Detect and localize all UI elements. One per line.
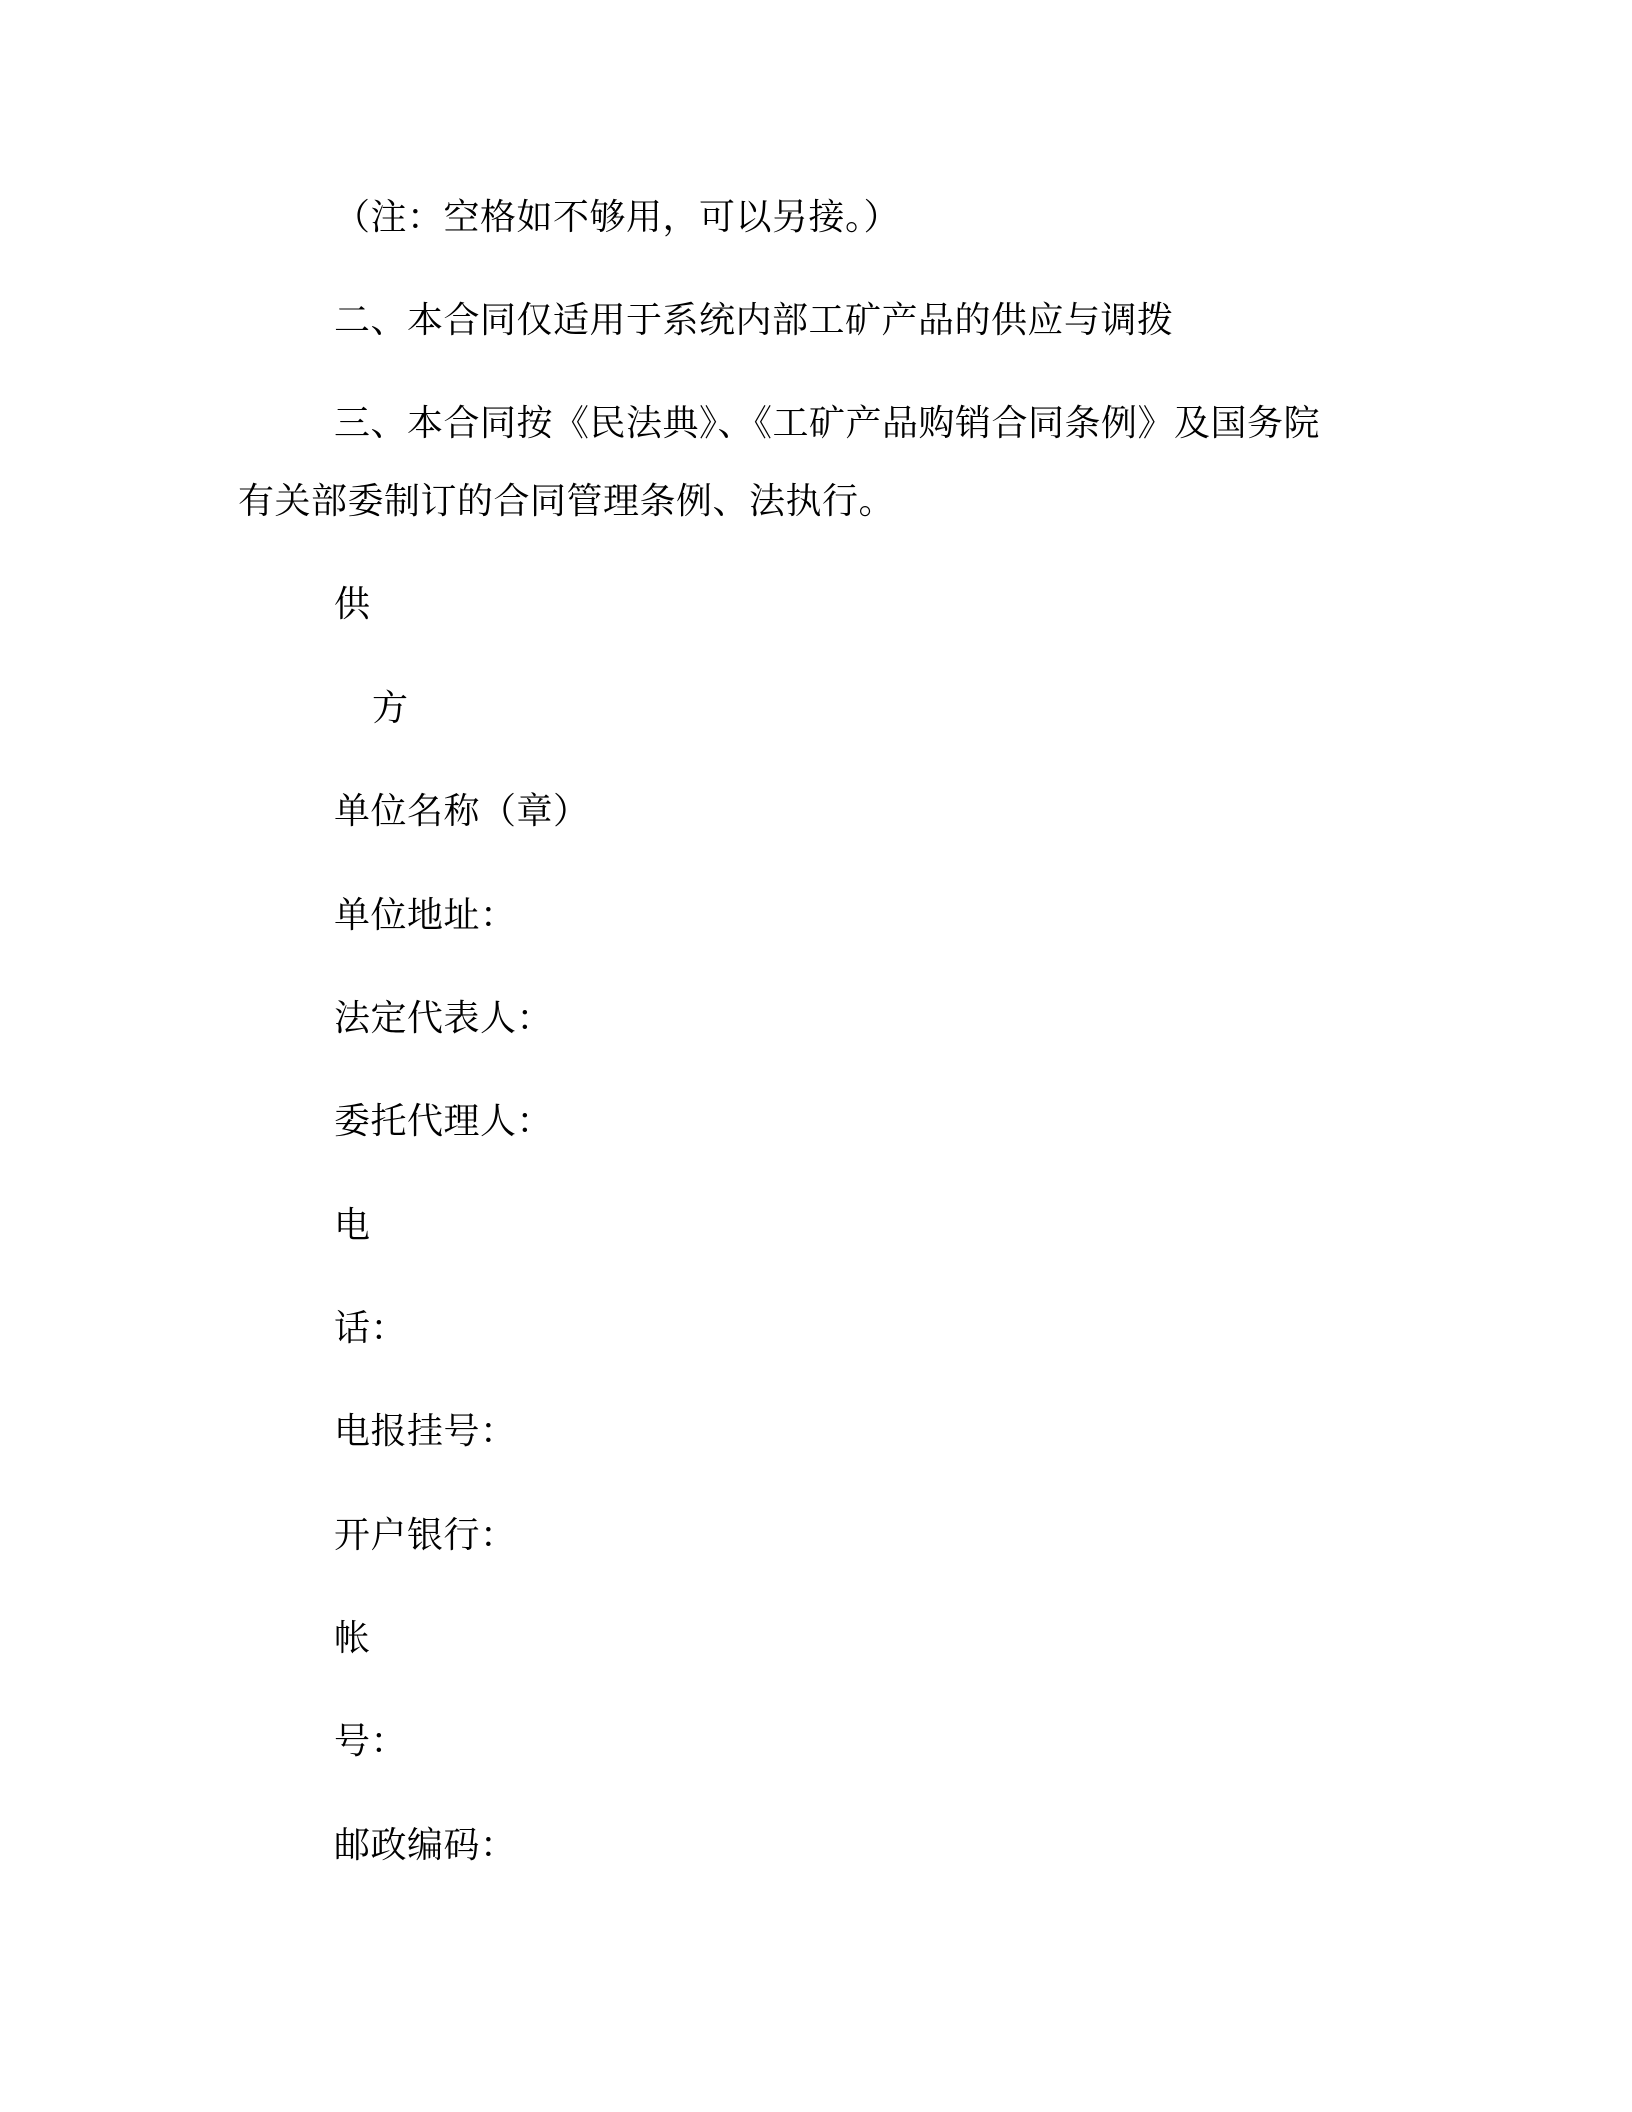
account-label-char-2: 号： <box>334 1721 408 1762</box>
bank-label: 开户银行： <box>334 1515 517 1556</box>
note-text: （注：空格如不够用，可以另接。） <box>334 197 901 238</box>
postal-code-label: 邮政编码： <box>334 1825 517 1866</box>
unit-name-label: 单位名称（章） <box>334 791 590 832</box>
party-label-char-1: 供 <box>334 584 371 625</box>
telegraph-label: 电报挂号： <box>334 1411 517 1452</box>
party-label-char-2: 方 <box>372 688 409 729</box>
clause-3-line-2: 有关部委制订的合同管理条例、法执行。 <box>238 481 896 522</box>
phone-label-char-1: 电 <box>334 1205 371 1246</box>
unit-address-label: 单位地址： <box>334 895 517 936</box>
account-label-char-1: 帐 <box>334 1618 371 1659</box>
phone-label-char-2: 话： <box>334 1308 408 1349</box>
agent-label: 委托代理人： <box>334 1101 554 1142</box>
clause-2: 二、本合同仅适用于系统内部工矿产品的供应与调拨 <box>334 300 1174 341</box>
legal-rep-label: 法定代表人： <box>334 998 554 1039</box>
clause-3-line-1: 三、本合同按《民法典》、《工矿产品购销合同条例》及国务院 <box>334 403 1321 444</box>
